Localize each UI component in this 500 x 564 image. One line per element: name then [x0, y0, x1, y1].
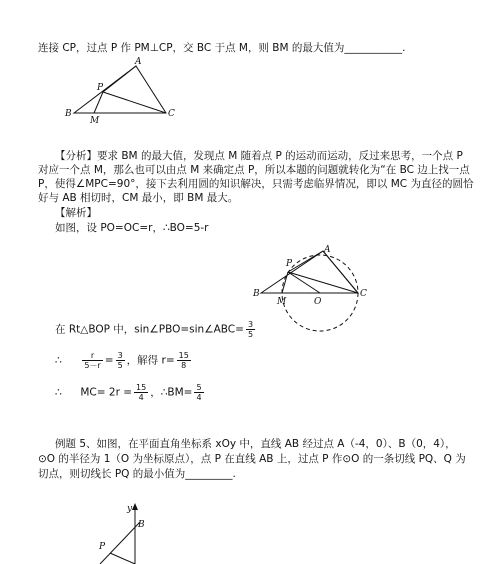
- fraction-15-4: [134, 383, 148, 402]
- analysis-line-1: 【分析】要求 BM 的最大值，发现点 M 随着点 P 的运动而运动，反过来思考，一个点 P: [55, 150, 463, 162]
- solution-line-2: [55, 351, 193, 370]
- figure-2-triangle-circle: [252, 245, 367, 331]
- problem-text: 连接 CP，过点 P 作 PM⊥CP，交 BC 于点 M，则 BM 的最大值为___________.: [38, 42, 406, 54]
- fig1-label-m: M: [90, 116, 100, 126]
- frac-num: 15: [136, 383, 147, 392]
- therefore-symbol: ∴: [55, 386, 62, 399]
- frac-num: 3: [247, 320, 254, 329]
- frac-num: r: [82, 351, 102, 361]
- fig2-label-o: O: [314, 297, 322, 307]
- example5-line-1: 例题 5、如图，在平面直角坐标系 xOy 中，直线 AB 经过点 A（-4，0）、B（0，4），: [55, 438, 456, 450]
- solution-header: 【解析】: [55, 207, 97, 219]
- analysis-line-4: 好与 AB 相切时，CM 最小，即 BM 最大。: [38, 192, 239, 204]
- frac-num: 5: [196, 383, 202, 392]
- fig1-label-b: B: [65, 109, 72, 119]
- example5-line-2: ⊙O 的半径为 1（O 为坐标原点），点 P 在直线 AB 上，过点 P 作⊙O 的一条切线 PQ、Q 为: [38, 453, 466, 465]
- example5-line-3: 切点，则切线长 PQ 的最小值为_________.: [38, 468, 236, 480]
- figure-3-coordinate-plane: [98, 503, 145, 564]
- fig3-label-p: P: [99, 542, 106, 552]
- fraction-15-8: [177, 351, 191, 370]
- fig2-label-a: A: [324, 245, 331, 255]
- therefore-symbol: ∴: [55, 354, 62, 367]
- equals-sign: =: [104, 354, 114, 367]
- fig1-label-c: C: [168, 109, 175, 119]
- solution-line-3: [55, 383, 206, 402]
- solution-line-1: [55, 320, 257, 339]
- mc-text: MC= 2r =: [80, 386, 133, 399]
- frac-den: 5: [247, 330, 254, 339]
- fig1-label-a: A: [135, 57, 142, 67]
- frac-den: 5－r: [84, 361, 101, 370]
- analysis-line-3: P，使得∠MPC=90°，接下去利用圆的知识解决，只需考虑临界情况，即以 MC 为直径的圆恰: [38, 178, 474, 190]
- solve-text: ，解得 r=: [126, 354, 175, 367]
- fraction-3-5-b: [116, 351, 125, 370]
- frac-den: 8: [181, 361, 187, 370]
- analysis-line-2: 对应一个点 M，那么也可以由点 M 来确定点 P，所以本题的问题就转化为“在 BC 边上找一点: [38, 164, 470, 176]
- fig2-label-c: C: [360, 289, 367, 299]
- fig1-label-p: P: [97, 83, 104, 93]
- fig2-label-m: M: [277, 297, 287, 307]
- fig2-label-p: P: [286, 259, 293, 269]
- bm-text: ，∴BM=: [150, 386, 193, 399]
- frac-den: 4: [196, 393, 202, 402]
- fraction-5-4: [194, 383, 203, 402]
- fraction-3-5: [246, 320, 255, 339]
- solution-setup: 如图，设 PO=OC=r，∴BO=5-r: [55, 222, 209, 234]
- frac-den: 4: [138, 393, 144, 402]
- fraction-r-over-5-minus-r: [82, 351, 102, 370]
- frac-num: 15: [178, 351, 189, 360]
- solution-line-1-text: 在 Rt△BOP 中，sin∠PBO=sin∠ABC=: [55, 323, 244, 336]
- frac-den: 5: [117, 361, 123, 370]
- fig3-label-b: B: [138, 520, 145, 530]
- frac-num: 3: [117, 351, 123, 360]
- fig3-label-y: y: [127, 504, 133, 514]
- fig2-label-b: B: [253, 289, 260, 299]
